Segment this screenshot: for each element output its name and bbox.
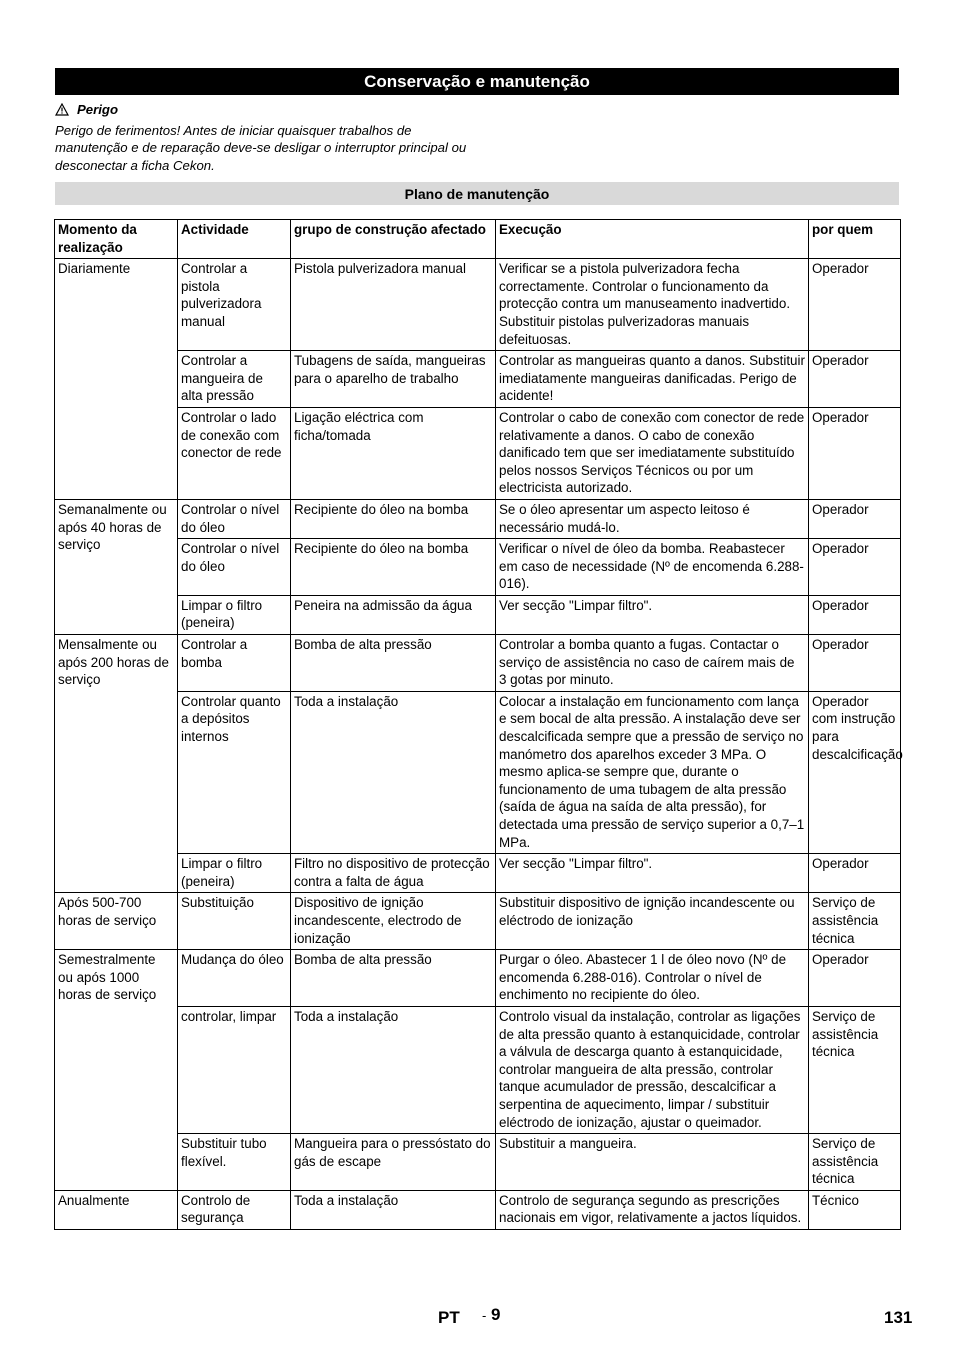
activity-cell: Controlo de segurança — [178, 1190, 291, 1229]
header-execution: Execução — [496, 220, 809, 259]
table-row — [55, 854, 901, 893]
execution-cell: Se o óleo apresentar um aspecto leitoso é necessário mudá-lo. — [496, 499, 809, 538]
activity-cell: Substituição — [178, 893, 291, 950]
moment-cell: Anualmente — [55, 1190, 178, 1229]
table-row — [55, 1190, 901, 1229]
activity-cell: Controlar o lado de conexão com conector de rede — [178, 407, 291, 499]
execution-cell: Ver secção "Limpar filtro". — [496, 595, 809, 634]
header-component: grupo de construção afectado — [291, 220, 496, 259]
by-cell: Operador — [809, 635, 901, 692]
by-cell: Operador — [809, 854, 901, 893]
table-row — [55, 893, 901, 950]
execution-cell: Verificar se a pistola pulverizadora fecha correctamente. Controlar o funcionamento da protecção contra um manuseamento inadvertido. Substituir pistolas pulverizadoras manuais defeituosas. — [496, 259, 809, 351]
component-cell: Peneira na admissão da água — [291, 595, 496, 634]
execution-cell: Verificar o nível de óleo da bomba. Reabastecer em caso de necessidade (Nº de encomenda 6.288-016). — [496, 539, 809, 596]
component-cell: Mangueira para o pressóstato do gás de escape — [291, 1134, 496, 1191]
by-cell: Serviço de assistência técnica — [809, 893, 901, 950]
component-cell: Recipiente do óleo na bomba — [291, 499, 496, 538]
activity-cell: Limpar o filtro (peneira) — [178, 595, 291, 634]
by-cell: Operador — [809, 259, 901, 351]
plan-title: Plano de manutenção — [55, 182, 899, 205]
table-row — [55, 950, 901, 1007]
activity-cell: Mudança do óleo — [178, 950, 291, 1007]
table-row — [55, 1006, 901, 1133]
warning-text: Perigo de ferimentos! Antes de iniciar quaisquer trabalhos de manutenção e de reparação deve-se desligar o interruptor principal ou desconectar a ficha Cekon. — [55, 122, 467, 173]
activity-cell: controlar, limpar — [178, 1006, 291, 1133]
component-cell: Toda a instalação — [291, 1190, 496, 1229]
component-cell: Pistola pulverizadora manual — [291, 259, 496, 351]
activity-cell: Controlar a bomba — [178, 635, 291, 692]
header-activity: Actividade — [178, 220, 291, 259]
table-header-row — [55, 220, 901, 259]
by-cell: Operador — [809, 950, 901, 1007]
by-cell: Operador — [809, 407, 901, 499]
component-cell: Tubagens de saída, mangueiras para o aparelho de trabalho — [291, 351, 496, 408]
footer-page-number: 131 — [884, 1308, 913, 1327]
section-title: Conservação e manutenção — [55, 68, 899, 95]
component-cell: Bomba de alta pressão — [291, 950, 496, 1007]
component-cell: Recipiente do óleo na bomba — [291, 539, 496, 596]
by-cell: Operador — [809, 351, 901, 408]
execution-cell: Controlar o cabo de conexão com conector de rede relativamente a danos. O cabo de conexão danificado tem que ser imediatamente substituído pelos nossos Serviços Técnicos ou por um electricista autorizado. — [496, 407, 809, 499]
component-cell: Dispositivo de ignição incandescente, electrodo de ionização — [291, 893, 496, 950]
activity-cell: Controlar o nível do óleo — [178, 499, 291, 538]
table-row — [55, 691, 901, 853]
by-cell: Serviço de assistência técnica — [809, 1006, 901, 1133]
by-cell: Serviço de assistência técnica — [809, 1134, 901, 1191]
execution-cell: Colocar a instalação em funcionamento com lança e sem bocal de alta pressão. A instalação deve ser descalcificada sempre que a pressão de serviço no manómetro dos aparelhos exceder 3 MPa. O mesmo aplica-se sempre que, durante o funcionamento de uma tubagem de alta pressão (saída de água na saída de alta pressão), for detectada uma pressão de serviço superior a 0,7–1 MPa. — [496, 691, 809, 853]
execution-cell: Controlo de segurança segundo as prescrições nacionais em vigor, relativamente a jactos líquidos. — [496, 1190, 809, 1229]
by-cell: Técnico — [809, 1190, 901, 1229]
execution-cell: Ver secção "Limpar filtro". — [496, 854, 809, 893]
component-cell: Filtro no dispositivo de protecção contra a falta de água — [291, 854, 496, 893]
execution-cell: Controlar a bomba quanto a fugas. Contactar o serviço de assistência no caso de caírem mais de 3 gotas por minuto. — [496, 635, 809, 692]
execution-cell: Substituir a mangueira. — [496, 1134, 809, 1191]
moment-cell: Semestralmente ou após 1000 horas de serviço — [55, 950, 178, 1191]
table-row — [55, 407, 901, 499]
moment-cell: Diariamente — [55, 259, 178, 500]
footer-separator: - — [482, 1308, 487, 1323]
maintenance-table — [54, 219, 901, 1230]
moment-cell: Mensalmente ou após 200 horas de serviço — [55, 635, 178, 893]
execution-cell: Controlo visual da instalação, controlar as ligações de alta pressão quanto à estanquicidade, controlar a válvula de descarga quanto à estanquicidade, controlar mangueira de alta pressão, controlar tanque acumulador de pressão, descalcificar a serpentina de aquecimento, limpar / substituir eléctrodo de ionização, ajustar o queimador. — [496, 1006, 809, 1133]
table-row — [55, 1134, 901, 1191]
by-cell: Operador — [809, 499, 901, 538]
component-cell: Bomba de alta pressão — [291, 635, 496, 692]
warning-heading: Perigo — [77, 102, 119, 117]
activity-cell: Controlar a mangueira de alta pressão — [178, 351, 291, 408]
header-by: por quem — [809, 220, 901, 259]
component-cell: Ligação eléctrica com ficha/tomada — [291, 407, 496, 499]
warning-triangle-icon — [55, 103, 69, 116]
activity-cell: Controlar o nível do óleo — [178, 539, 291, 596]
execution-cell: Purgar o óleo. Abastecer 1 l de óleo novo (Nº de encomenda 6.288-016). Controlar o nível de enchimento no recipiente do óleo. — [496, 950, 809, 1007]
table-body — [55, 259, 901, 1230]
moment-cell: Após 500-700 horas de serviço — [55, 893, 178, 950]
footer-language: PT — [438, 1308, 460, 1327]
warning-heading-row — [55, 101, 475, 119]
activity-cell: Controlar quanto a depósitos internos — [178, 691, 291, 853]
execution-cell: Substituir dispositivo de ignição incandescente ou eléctrodo de ionização — [496, 893, 809, 950]
by-cell: Operador com instrução para descalcificação — [809, 691, 901, 853]
header-moment: Momento da realização — [55, 220, 178, 259]
component-cell: Toda a instalação — [291, 691, 496, 853]
table-row — [55, 595, 901, 634]
footer-section-page: 9 — [491, 1305, 501, 1324]
moment-cell: Semanalmente ou após 40 horas de serviço — [55, 499, 178, 634]
table-row — [55, 259, 901, 351]
component-cell: Toda a instalação — [291, 1006, 496, 1133]
table-row — [55, 351, 901, 408]
activity-cell: Substituir tubo flexível. — [178, 1134, 291, 1191]
by-cell: Operador — [809, 539, 901, 596]
activity-cell: Controlar a pistola pulverizadora manual — [178, 259, 291, 351]
table-row — [55, 499, 901, 538]
warning-block — [55, 101, 475, 174]
activity-cell: Limpar o filtro (peneira) — [178, 854, 291, 893]
execution-cell: Controlar as mangueiras quanto a danos. Substituir imediatamente mangueiras danificadas. Perigo de acidente! — [496, 351, 809, 408]
by-cell: Operador — [809, 595, 901, 634]
table-row — [55, 539, 901, 596]
table-row — [55, 635, 901, 692]
